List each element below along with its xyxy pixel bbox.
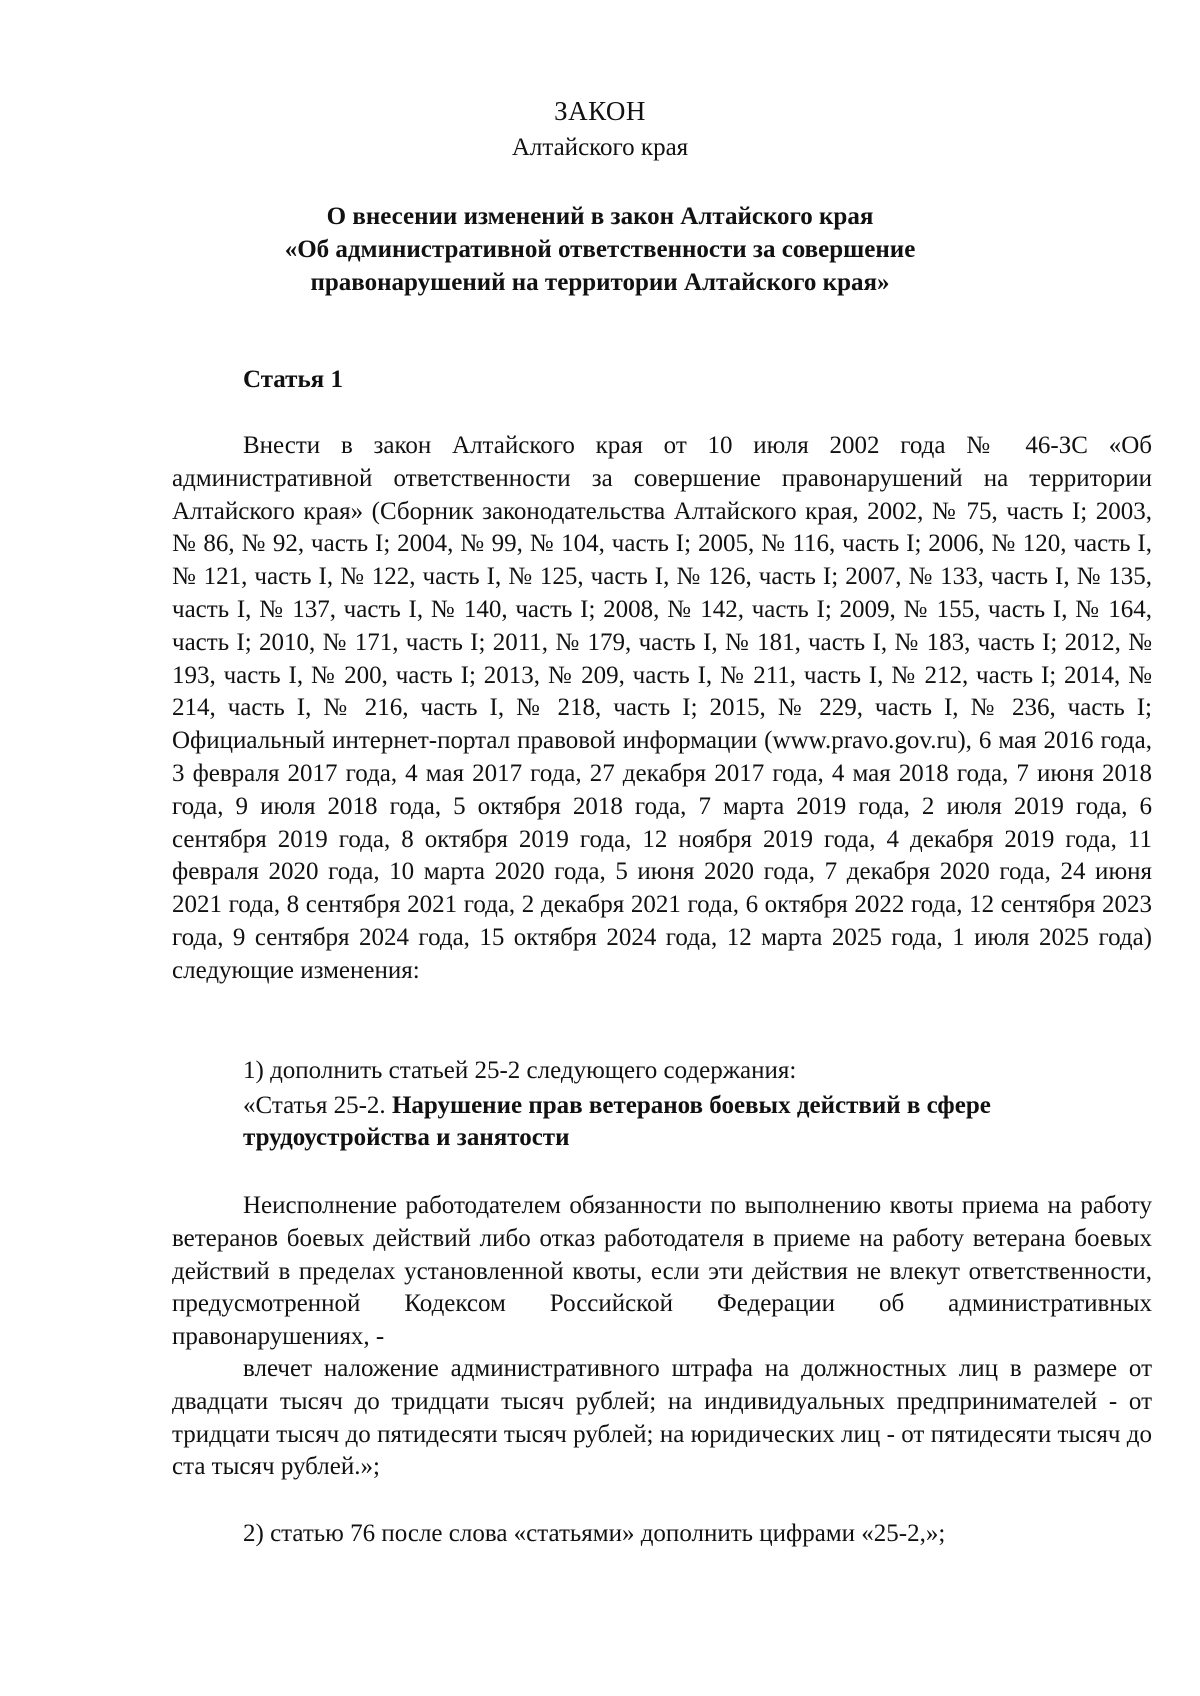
law-subject-line: «Об административной ответственности за совершение bbox=[284, 236, 916, 263]
law-region: Алтайского края bbox=[511, 134, 689, 161]
new-article-body bbox=[172, 1190, 1152, 1354]
law-subject bbox=[0, 200, 1200, 299]
amendment-paragraph bbox=[172, 430, 1152, 988]
amendment-item-2: 2) статью 76 после слова «статьями» дополнить цифрами «25-2,»; bbox=[243, 1520, 946, 1547]
new-article-heading bbox=[243, 1090, 1153, 1154]
new-article-body-text: Неисполнение работодателем обязанности по выполнению квоты приема на работу ветеранов боевых действий либо отказ работодателя в приеме на работу ветерана боевых действий в пределах установленной квоты, если эти действия не влекут ответственности, предусмотренной Кодексом Российской Федерации об административных правонарушениях, - bbox=[172, 1192, 1152, 1351]
article-heading: Статья 1 bbox=[243, 366, 343, 393]
amendment-text: Внести в закон Алтайского края от 10 июля 2002 года № 46-ЗС «Об административной ответственности за совершение правонарушений на территории Алтайского края» (Сборник законодательства Алтайского края, 2002, № 75, часть I; 2003, № 86, № 92, часть I; 2004, № 99, № 104, часть I; 2005, № 116, часть I; 2006, № 120, часть I, № 121, часть I, № 122, часть I, № 125, часть I, № 126, часть I; 2007, № 133, часть I, № 135, часть I, № 137, часть I, № 140, часть I; 2008, № 142, часть I; 2009, № 155, часть I, № 164, часть I; 2010, № 171, часть I; 2011, № 179, часть I, № 181, часть I, № 183, часть I; 2012, № 193, часть I, № 200, часть I; 2013, № 209, часть I, № 211, часть I, № 212, часть I; 2014, № 214, часть I, № 216, часть I, № 218, часть I; 2015, № 229, часть I, № 236, часть I; Официальный интернет-портал правовой информации (www.pravo.gov.ru), 6 мая 2016 года, 3 февраля 2017 года, 4 мая 2017 года, 27 декабря 2017 года, 4 мая 2018 года, 7 июня 2018 года, 9 июля 2018 года, 5 октября 2018 года, 7 марта 2019 года, 2 июля 2019 года, 6 сентября 2019 года, 8 октября 2019 года, 12 ноября 2019 года, 4 декабря 2019 года, 11 февраля 2020 года, 10 марта 2020 года, 5 июня 2020 года, 7 декабря 2020 года, 24 июня 2021 года, 8 сентября 2021 года, 2 декабря 2021 года, 6 октября 2022 года, 12 сентября 2023 года, 9 сентября 2024 года, 15 октября 2024 года, 12 марта 2025 года, 1 июля 2025 года) следующие изменения: bbox=[172, 432, 1152, 984]
new-article-prefix: «Статья 25-2. bbox=[243, 1092, 392, 1119]
law-title: ЗАКОН bbox=[554, 96, 646, 126]
amendment-item-1: 1) дополнить статьей 25-2 следующего содержания: bbox=[243, 1057, 797, 1084]
new-article-title: Нарушение прав ветеранов боевых действий в сфере трудоустройства и занятости bbox=[243, 1092, 991, 1151]
new-article-sanction bbox=[172, 1353, 1152, 1484]
law-subject-line: правонарушений на территории Алтайского края» bbox=[310, 269, 890, 296]
new-article-sanction-text: влечет наложение административного штрафа на должностных лиц в размере от двадцати тысяч до тридцати тысяч рублей; на индивидуальных предпринимателей - от тридцати тысяч до пятидесяти тысяч рублей; на юридических лиц - от пятидесяти тысяч до ста тысяч рублей.»; bbox=[172, 1355, 1152, 1481]
law-subject-line: О внесении изменений в закон Алтайского края bbox=[326, 203, 874, 230]
